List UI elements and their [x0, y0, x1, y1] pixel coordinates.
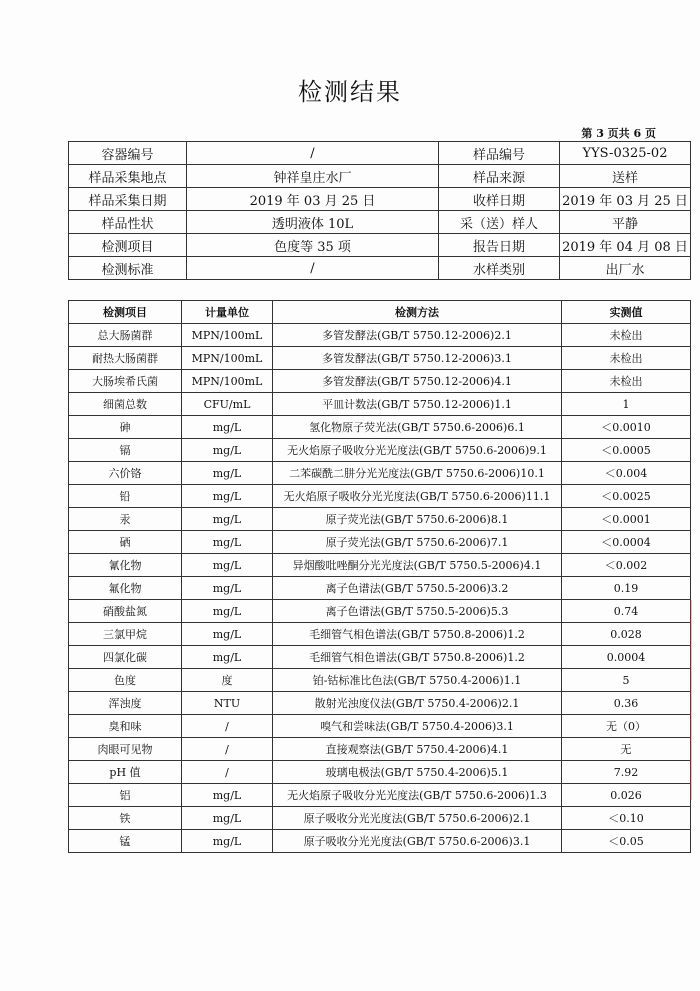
results-header-row	[69, 301, 691, 324]
unit-cell: NTU	[182, 692, 273, 715]
item-cell: 大肠埃希氏菌	[69, 370, 182, 393]
info-row	[69, 234, 691, 257]
info-label: 样品采集地点	[69, 165, 187, 188]
value-cell: ＜0.10	[562, 807, 691, 830]
header-item: 检测项目	[69, 301, 182, 324]
value-cell: 1	[562, 393, 691, 416]
table-row	[69, 646, 691, 669]
table-row	[69, 738, 691, 761]
value-cell: ＜0.004	[562, 462, 691, 485]
info-value: 透明液体 10L	[187, 211, 439, 234]
info-label: 容器编号	[69, 142, 187, 165]
table-row	[69, 807, 691, 830]
page-number: 第 3 页共 6 页	[581, 127, 656, 140]
results-table	[68, 300, 691, 853]
table-row	[69, 715, 691, 738]
value-cell: 7.92	[562, 761, 691, 784]
method-cell: 无火焰原子吸收分光光度法(GB/T 5750.6-2006)9.1	[273, 439, 562, 462]
value-cell: 0.36	[562, 692, 691, 715]
unit-cell: mg/L	[182, 416, 273, 439]
method-cell: 原子吸收分光光度法(GB/T 5750.6-2006)3.1	[273, 830, 562, 853]
unit-cell: mg/L	[182, 554, 273, 577]
table-row	[69, 669, 691, 692]
unit-cell: MPN/100mL	[182, 347, 273, 370]
method-cell: 多管发酵法(GB/T 5750.12-2006)2.1	[273, 324, 562, 347]
item-cell: 铁	[69, 807, 182, 830]
seal-mark	[690, 600, 700, 800]
method-cell: 原子荧光法(GB/T 5750.6-2006)7.1	[273, 531, 562, 554]
method-cell: 玻璃电极法(GB/T 5750.4-2006)5.1	[273, 761, 562, 784]
value-cell: ＜0.002	[562, 554, 691, 577]
value-cell: 0.026	[562, 784, 691, 807]
table-row	[69, 761, 691, 784]
info-label: 检测项目	[69, 234, 187, 257]
unit-cell: /	[182, 761, 273, 784]
value-cell: ＜0.0005	[562, 439, 691, 462]
info-label: 样品来源	[439, 165, 560, 188]
item-cell: 硝酸盐氮	[69, 600, 182, 623]
value-cell: ＜0.0004	[562, 531, 691, 554]
unit-cell: MPN/100mL	[182, 370, 273, 393]
table-row	[69, 393, 691, 416]
item-cell: 三氯甲烷	[69, 623, 182, 646]
table-row	[69, 347, 691, 370]
info-value: 送样	[560, 165, 691, 188]
value-cell: 无	[562, 738, 691, 761]
unit-cell: mg/L	[182, 508, 273, 531]
method-cell: 多管发酵法(GB/T 5750.12-2006)4.1	[273, 370, 562, 393]
method-cell: 离子色谱法(GB/T 5750.5-2006)5.3	[273, 600, 562, 623]
unit-cell: mg/L	[182, 623, 273, 646]
method-cell: 平皿计数法(GB/T 5750.12-2006)1.1	[273, 393, 562, 416]
item-cell: 色度	[69, 669, 182, 692]
value-cell: ＜0.05	[562, 830, 691, 853]
item-cell: 锰	[69, 830, 182, 853]
info-value: 2019 年 04 月 08 日	[560, 234, 691, 257]
value-cell: 0.0004	[562, 646, 691, 669]
info-value: /	[187, 142, 439, 165]
info-value: 2019 年 03 月 25 日	[187, 188, 439, 211]
info-label: 水样类别	[439, 257, 560, 280]
table-row	[69, 531, 691, 554]
table-row	[69, 324, 691, 347]
item-cell: 浑浊度	[69, 692, 182, 715]
item-cell: 镉	[69, 439, 182, 462]
method-cell: 无火焰原子吸收分光光度法(GB/T 5750.6-2006)11.1	[273, 485, 562, 508]
unit-cell: mg/L	[182, 485, 273, 508]
unit-cell: mg/L	[182, 784, 273, 807]
value-cell: 0.74	[562, 600, 691, 623]
item-cell: 六价铬	[69, 462, 182, 485]
method-cell: 毛细管气相色谱法(GB/T 5750.8-2006)1.2	[273, 646, 562, 669]
value-cell: ＜0.0001	[562, 508, 691, 531]
item-cell: 细菌总数	[69, 393, 182, 416]
info-label: 收样日期	[439, 188, 560, 211]
method-cell: 二苯碳酰二肼分光光度法(GB/T 5750.6-2006)10.1	[273, 462, 562, 485]
table-row	[69, 600, 691, 623]
value-cell: 无（0）	[562, 715, 691, 738]
method-cell: 散射光浊度仪法(GB/T 5750.4-2006)2.1	[273, 692, 562, 715]
unit-cell: mg/L	[182, 646, 273, 669]
method-cell: 无火焰原子吸收分光光度法(GB/T 5750.6-2006)1.3	[273, 784, 562, 807]
info-label: 样品编号	[439, 142, 560, 165]
value-cell: 0.19	[562, 577, 691, 600]
method-cell: 异烟酸吡唑酮分光光度法(GB/T 5750.5-2006)4.1	[273, 554, 562, 577]
method-cell: 铂-钴标准比色法(GB/T 5750.4-2006)1.1	[273, 669, 562, 692]
item-cell: 汞	[69, 508, 182, 531]
unit-cell: mg/L	[182, 600, 273, 623]
header-value: 实测值	[562, 301, 691, 324]
table-row	[69, 416, 691, 439]
value-cell: 0.028	[562, 623, 691, 646]
value-cell: 未检出	[562, 347, 691, 370]
item-cell: 总大肠菌群	[69, 324, 182, 347]
item-cell: 氰化物	[69, 554, 182, 577]
unit-cell: CFU/mL	[182, 393, 273, 416]
info-value: 平静	[560, 211, 691, 234]
unit-cell: mg/L	[182, 531, 273, 554]
table-row	[69, 508, 691, 531]
unit-cell: MPN/100mL	[182, 324, 273, 347]
value-cell: ＜0.0025	[562, 485, 691, 508]
item-cell: 四氯化碳	[69, 646, 182, 669]
unit-cell: /	[182, 738, 273, 761]
item-cell: 氟化物	[69, 577, 182, 600]
method-cell: 毛细管气相色谱法(GB/T 5750.8-2006)1.2	[273, 623, 562, 646]
info-label: 样品采集日期	[69, 188, 187, 211]
info-row	[69, 211, 691, 234]
item-cell: 臭和味	[69, 715, 182, 738]
item-cell: 耐热大肠菌群	[69, 347, 182, 370]
value-cell: ＜0.0010	[562, 416, 691, 439]
table-row	[69, 439, 691, 462]
info-row	[69, 188, 691, 211]
item-cell: 铅	[69, 485, 182, 508]
table-row	[69, 554, 691, 577]
unit-cell: 度	[182, 669, 273, 692]
table-row	[69, 370, 691, 393]
method-cell: 嗅气和尝味法(GB/T 5750.4-2006)3.1	[273, 715, 562, 738]
table-row	[69, 462, 691, 485]
method-cell: 原子吸收分光光度法(GB/T 5750.6-2006)2.1	[273, 807, 562, 830]
info-row	[69, 165, 691, 188]
unit-cell: mg/L	[182, 830, 273, 853]
info-value: YYS-0325-02	[560, 142, 691, 165]
page-title: 检测结果	[298, 78, 402, 106]
value-cell: 未检出	[562, 370, 691, 393]
table-row	[69, 784, 691, 807]
table-row	[69, 692, 691, 715]
table-row	[69, 577, 691, 600]
unit-cell: mg/L	[182, 807, 273, 830]
table-row	[69, 623, 691, 646]
item-cell: 铝	[69, 784, 182, 807]
header-unit: 计量单位	[182, 301, 273, 324]
method-cell: 原子荧光法(GB/T 5750.6-2006)8.1	[273, 508, 562, 531]
sample-info-table	[68, 141, 691, 280]
unit-cell: mg/L	[182, 577, 273, 600]
info-label: 检测标准	[69, 257, 187, 280]
info-value: 出厂水	[560, 257, 691, 280]
unit-cell: mg/L	[182, 462, 273, 485]
header-method: 检测方法	[273, 301, 562, 324]
method-cell: 直接观察法(GB/T 5750.4-2006)4.1	[273, 738, 562, 761]
value-cell: 5	[562, 669, 691, 692]
value-cell: 未检出	[562, 324, 691, 347]
info-value: 色度等 35 项	[187, 234, 439, 257]
item-cell: 砷	[69, 416, 182, 439]
info-label: 报告日期	[439, 234, 560, 257]
info-row	[69, 257, 691, 280]
unit-cell: mg/L	[182, 439, 273, 462]
info-label: 采（送）样人	[439, 211, 560, 234]
item-cell: 硒	[69, 531, 182, 554]
method-cell: 离子色谱法(GB/T 5750.5-2006)3.2	[273, 577, 562, 600]
item-cell: 肉眼可见物	[69, 738, 182, 761]
item-cell: pH 值	[69, 761, 182, 784]
info-value: 钟祥皇庄水厂	[187, 165, 439, 188]
table-row	[69, 830, 691, 853]
info-value: /	[187, 257, 439, 280]
method-cell: 多管发酵法(GB/T 5750.12-2006)3.1	[273, 347, 562, 370]
method-cell: 氢化物原子荧光法(GB/T 5750.6-2006)6.1	[273, 416, 562, 439]
info-label: 样品性状	[69, 211, 187, 234]
table-row	[69, 485, 691, 508]
info-value: 2019 年 03 月 25 日	[560, 188, 691, 211]
info-row	[69, 142, 691, 165]
unit-cell: /	[182, 715, 273, 738]
